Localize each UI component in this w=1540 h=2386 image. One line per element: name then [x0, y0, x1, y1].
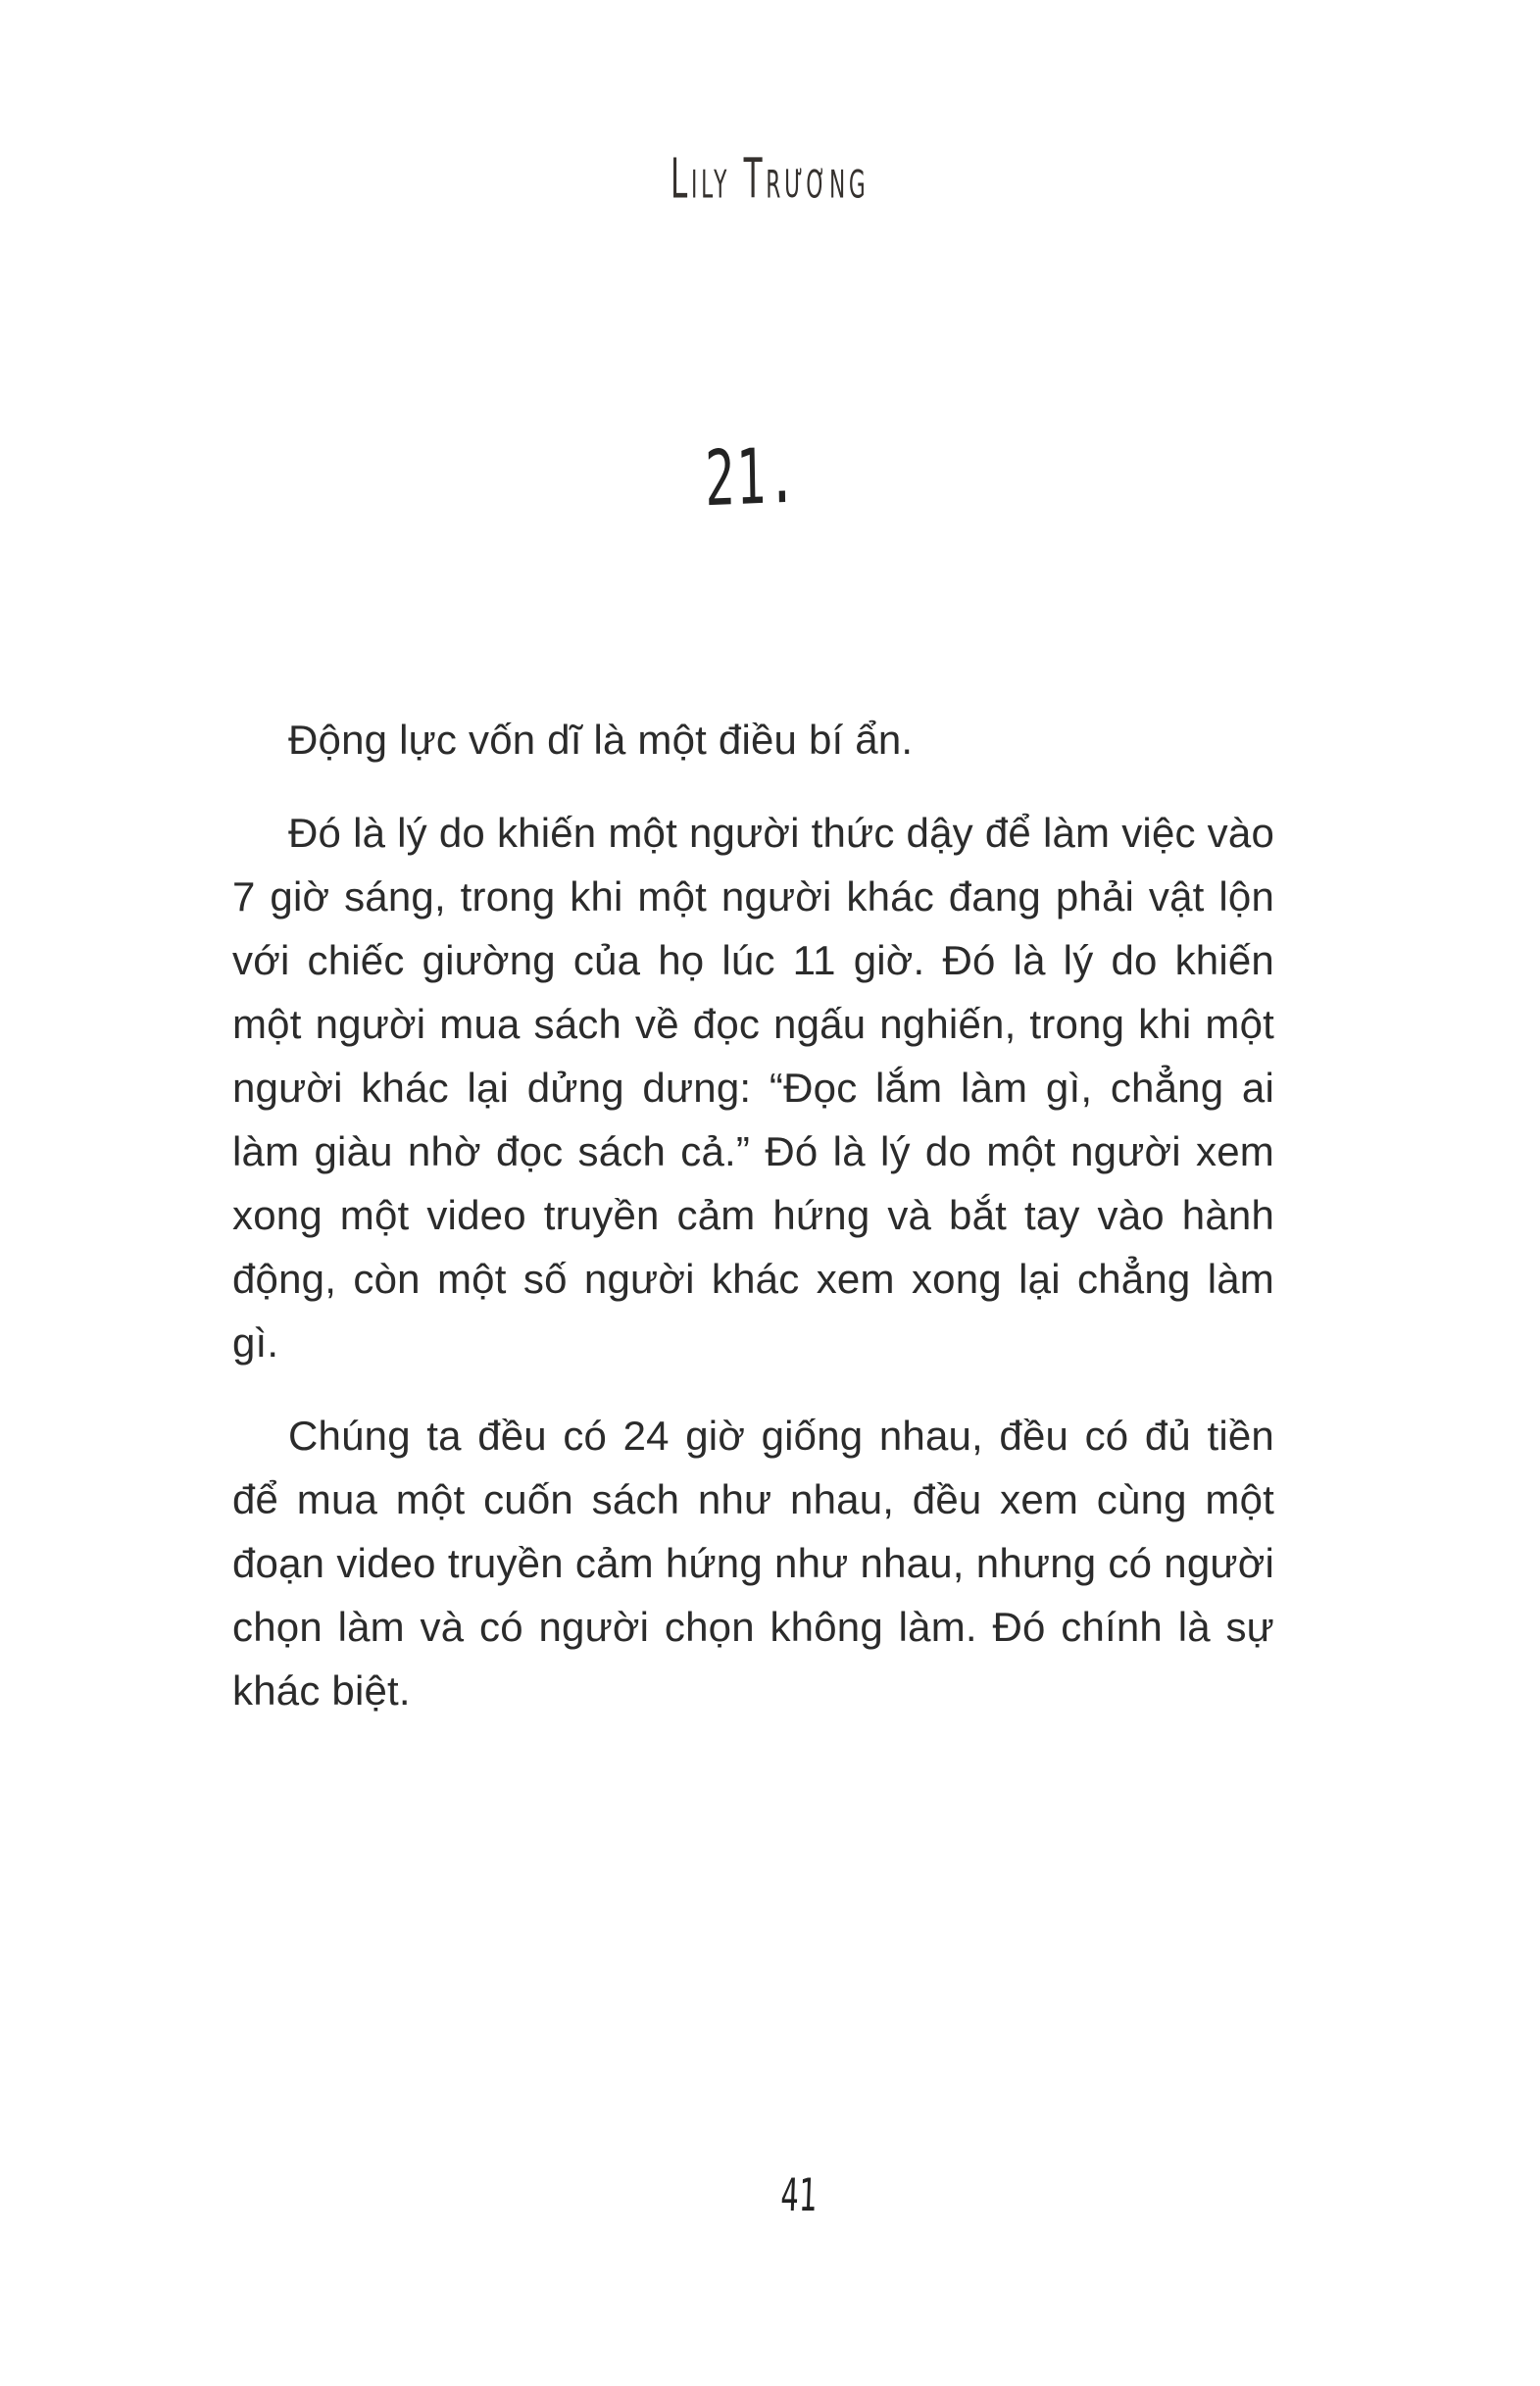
paragraph: Đó là lý do khiến một người thức dậy để làm việc vào 7 giờ sáng, trong khi một người khác đang phải vật lộn với chiếc giường của họ lúc 11 giờ. Đó là lý do khiến một người mua sách về đọc ngấu nghiến, trong khi một người khác lại dửng dưng: “Đọc lắm làm gì, chẳng ai làm giàu nhờ đọc sách cả.” Đó là lý do một người xem xong một video truyền cảm hứng và bắt tay vào hành động, còn một số người khác xem xong lại chẳng làm gì.: [232, 810, 1274, 1366]
running-header: [0, 147, 1540, 211]
body-text: [232, 708, 1274, 1722]
author-name: Lily Trương: [671, 147, 869, 211]
chapter-heading: [0, 431, 1520, 524]
paragraph: Chúng ta đều có 24 giờ giống nhau, đều có đủ tiền để mua một cuốn sách như nhau, đều xem cùng một đoạn video truyền cảm hứng như nhau, nhưng có người chọn làm và có người chọn không làm. Đó chính là sự khác biệt.: [232, 1413, 1274, 1714]
chapter-number: 21.: [704, 431, 799, 524]
page-number: 41: [779, 2168, 818, 2221]
paragraph: Động lực vốn dĩ là một điều bí ẩn.: [288, 717, 914, 763]
page-footer: [29, 2168, 1540, 2221]
